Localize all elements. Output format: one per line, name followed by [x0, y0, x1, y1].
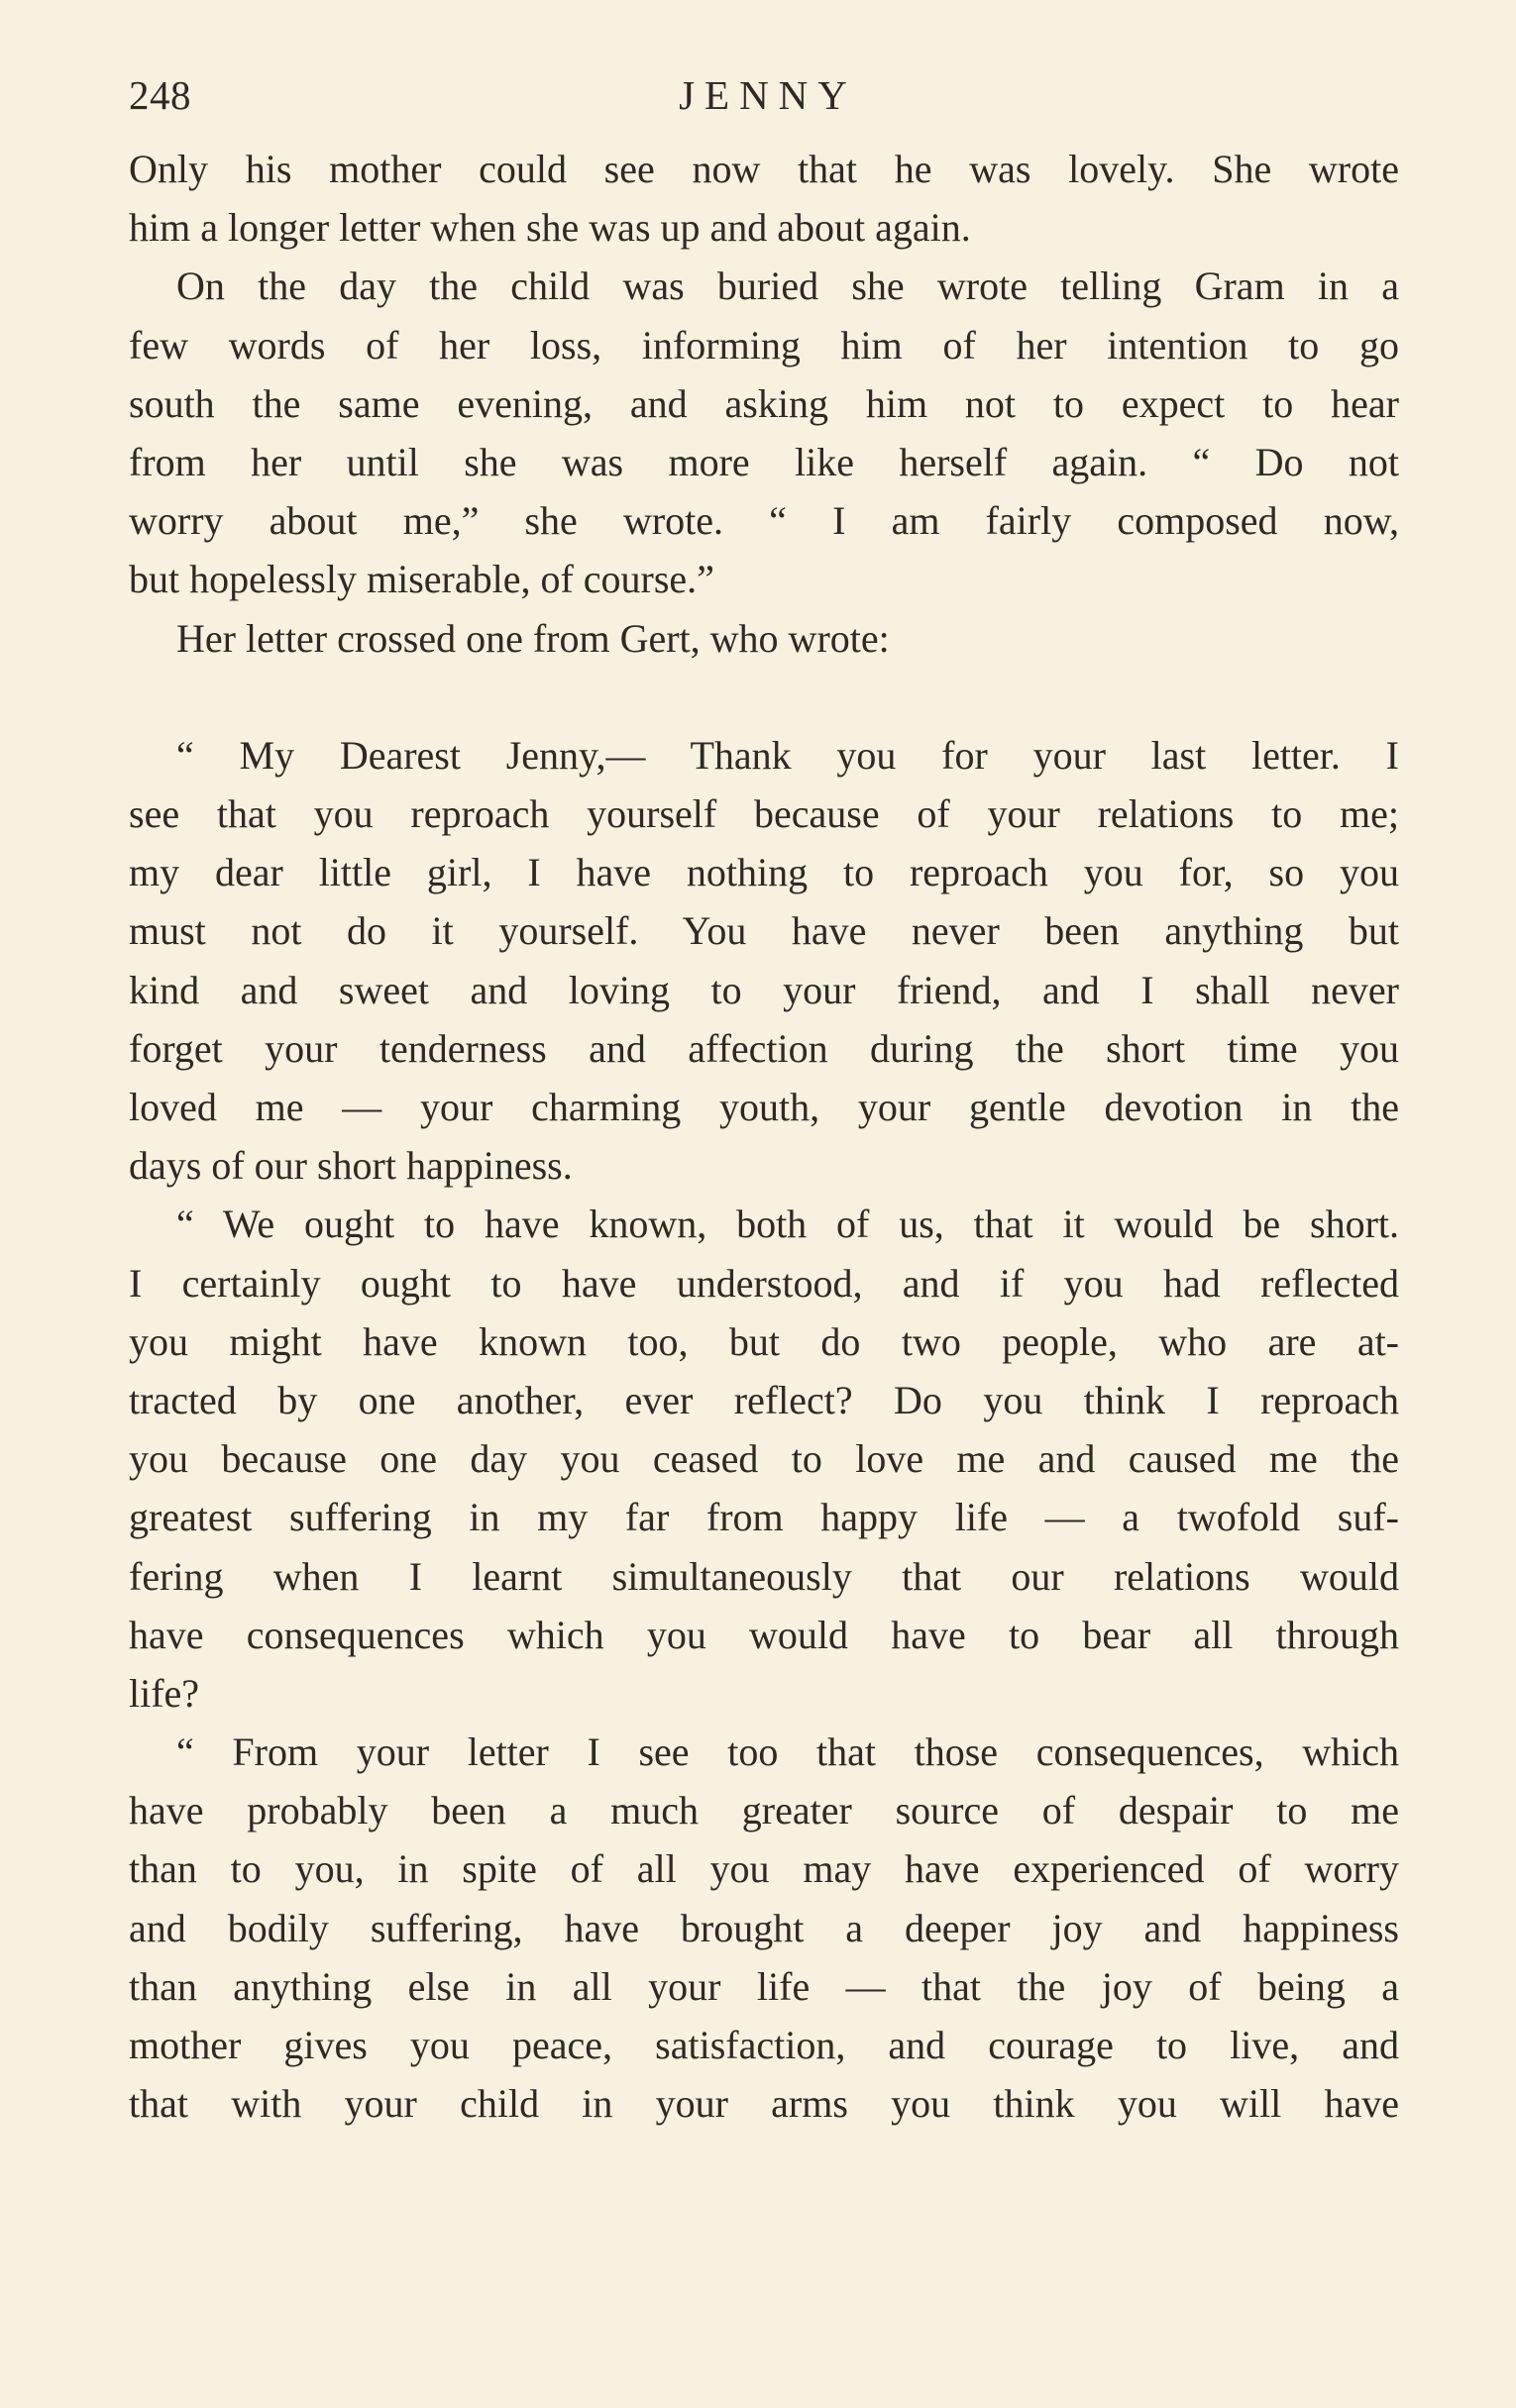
text-line: “ From your letter I see too that those consequences, which: [176, 1729, 1399, 1775]
text-line: have consequences which you would have to bear all through: [129, 1612, 1399, 1657]
text-line: my dear little girl, I have nothing to reproach you for, so you: [129, 850, 1399, 895]
text-line: but hopelessly miserable, of course.”: [129, 557, 714, 602]
text-line: Only his mother could see now that he was lovely. She wrote: [129, 147, 1399, 191]
running-head: JENNY: [679, 72, 857, 118]
text-line: see that you reproach yourself because of your relations to me;: [129, 791, 1399, 837]
text-line: south the same evening, and asking him not to expect to hear: [129, 380, 1399, 426]
text-line: fering when I learnt simultaneously that our relations would: [129, 1553, 1399, 1599]
text-line: On the day the child was buried she wrote telling Gram in a: [176, 263, 1399, 309]
text-line: “ My Dearest Jenny,— Thank you for your last letter. I: [176, 732, 1399, 778]
text-line: loved me — your charming youth, your gentle devotion in the: [129, 1085, 1399, 1129]
body-text: [129, 140, 1399, 2133]
text-line: worry about me,” she wrote. “ I am fairly composed now,: [129, 498, 1399, 544]
text-line: you might have known too, but do two people, who are at-: [129, 1318, 1399, 1364]
text-line: few words of her loss, informing him of her intention to go: [129, 322, 1399, 367]
text-line: that with your child in your arms you think you will have: [129, 2081, 1399, 2127]
text-line: from her until she was more like herself again. “ Do not: [129, 439, 1399, 484]
text-line: Her letter crossed one from Gert, who wrote:: [176, 615, 890, 661]
text-line: mother gives you peace, satisfaction, and courage to live, and: [129, 2023, 1399, 2067]
paragraph-gap: [129, 668, 1399, 726]
text-line: greatest suffering in my far from happy life — a twofold suf-: [129, 1495, 1399, 1540]
text-line: life?: [129, 1670, 200, 1716]
text-line: forget your tenderness and affection during the short time you: [129, 1025, 1399, 1071]
text-line: I certainly ought to have understood, and if you had reflected: [129, 1260, 1399, 1306]
text-line: days of our short happiness.: [129, 1143, 573, 1189]
text-line: have probably been a much greater source of despair to me: [129, 1788, 1399, 1833]
text-line: him a longer letter when she was up and about again.: [129, 205, 971, 251]
text-line: must not do it yourself. You have never been anything but: [129, 908, 1399, 954]
text-line: than to you, in spite of all you may have experienced of worry: [129, 1846, 1399, 1892]
text-line: you because one day you ceased to love me and caused me the: [129, 1436, 1399, 1482]
text-line: than anything else in all your life — that the joy of being a: [129, 1963, 1399, 2009]
page-header: [129, 65, 1399, 125]
text-line: kind and sweet and loving to your friend, and I shall never: [129, 967, 1399, 1012]
text-line: and bodily suffering, have brought a deeper joy and happiness: [129, 1905, 1399, 1950]
text-line: tracted by one another, ever reflect? Do you think I reproach: [129, 1377, 1399, 1422]
text-line: “ We ought to have known, both of us, that it would be short.: [176, 1202, 1399, 1247]
page-number: 248: [129, 72, 191, 118]
